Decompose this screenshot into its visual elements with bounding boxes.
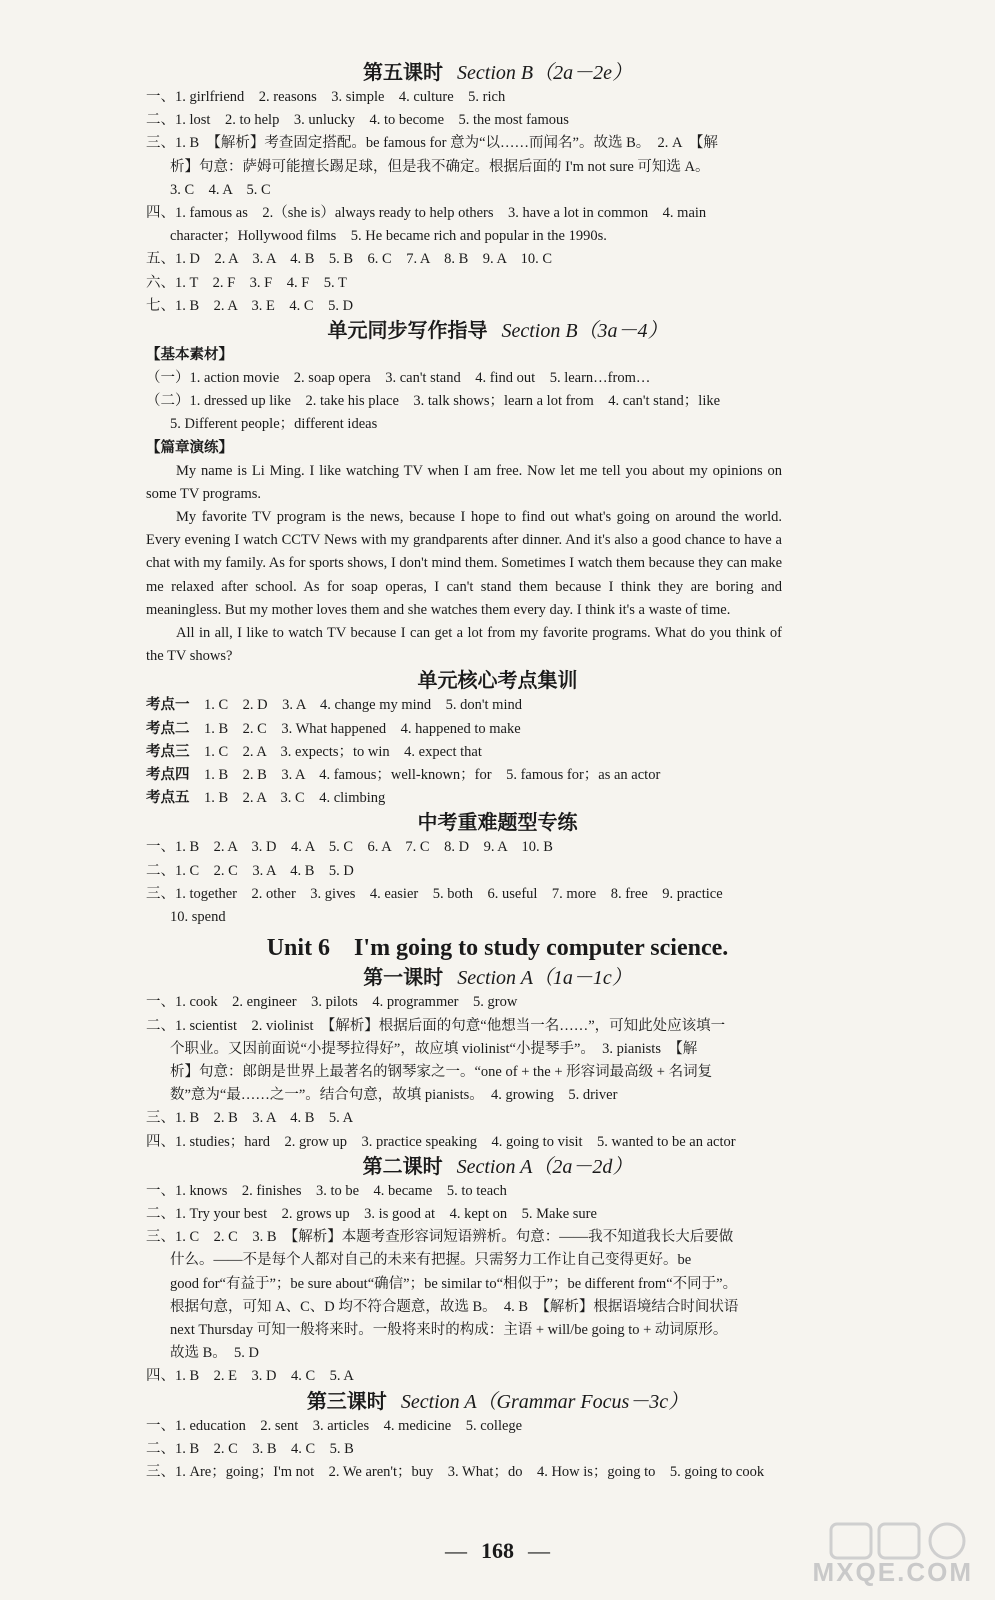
answer-line: 3. C 4. A 5. C	[170, 181, 271, 198]
core-row-label: 考点一	[146, 697, 190, 714]
answer-line: 根据句意，可知 A、C、D 均不符合题意，故选 B。 4. B 【解析】根据语境结合时间状语	[170, 1298, 739, 1315]
writing-heading	[0, 318, 995, 344]
core-row-text: 1. B 2. C 3. What happened 4. happened to make	[204, 720, 521, 737]
answer-line: 二、1. scientist 2. violinist 【解析】根据后面的句意“他想当一名……”，可知此处应该填一	[146, 1017, 726, 1034]
answer-line: 一、1. education 2. sent 3. articles 4. medicine 5. college	[146, 1417, 523, 1434]
essay-paragraph: My name is Li Ming. I like watching TV when I am free. Now let me tell you about my opinions on some TV programs.	[146, 462, 782, 502]
answer-line: 二、1. lost 2. to help 3. unlucky 4. to become 5. the most famous	[146, 112, 569, 129]
answer-line: next Thursday 可知一般将来时。一般将来时的构成：主语 + will/be going to + 动词原形。	[170, 1321, 728, 1338]
essay-tag: 【篇章演练】	[146, 439, 233, 456]
answer-page	[0, 60, 995, 1484]
answer-line: 三、1. C 2. C 3. B 【解析】本题考查形容词短语辨析。句意：——我不知道我长大后要做	[146, 1229, 734, 1246]
answer-line: 5. Different people；different ideas	[170, 416, 378, 433]
writing-section: Section B（3a－4）	[501, 320, 668, 343]
u6-lesson2-title: 第二课时	[362, 1155, 443, 1178]
answer-line: （一）1. action movie 2. soap opera 3. can't stand 4. find out 5. learn…from…	[146, 370, 651, 387]
lesson5-section: Section B（2a－2e）	[457, 62, 632, 84]
answer-line: 三、1. B 2. B 3. A 4. B 5. A	[146, 1110, 354, 1127]
u6-lesson3-section: Section A（Grammar Focus－3c）	[400, 1390, 689, 1413]
page-number: 168	[481, 1538, 514, 1563]
core-row-text: 1. B 2. A 3. C 4. climbing	[204, 790, 386, 807]
answer-line: 三、1. Are；going；I'm not 2. We aren't；buy 3. What；do 4. How is；going to 5. going to cook	[146, 1463, 765, 1480]
answer-line: 四、1. B 2. E 3. D 4. C 5. A	[146, 1368, 354, 1385]
lesson5-heading	[0, 60, 995, 86]
essay-paragraph: My favorite TV program is the news, because I hope to find out what's going on around the world. Every evening I watch CCTV News with my grandparents after dinner. And it's also a good chance to have a chat with my family. As for sports shows, I don't mind them. Sometimes I watch them because they can make me relaxed after school. As for soap operas, I can't stand them because I think they are boring and meaningless. But my mother loves them and she watches them every day. I think it's a waste of time.	[146, 509, 782, 618]
answer-line: 二、1. Try your best 2. grows up 3. is good at 4. kept on 5. Make sure	[146, 1205, 597, 1222]
core-row	[146, 741, 782, 764]
u6-lesson2-heading	[0, 1154, 995, 1180]
zhongkao-heading: 中考重难题型专练	[417, 812, 578, 835]
answer-line: 一、1. B 2. A 3. D 4. A 5. C 6. A 7. C 8. D 9. A 10. B	[146, 839, 553, 856]
answer-line: 一、1. knows 2. finishes 3. to be 4. became 5. to teach	[146, 1182, 507, 1199]
watermark-text: MXQE.COM	[812, 1557, 973, 1587]
core-row-label: 考点四	[146, 767, 190, 784]
answer-line: 五、1. D 2. A 3. A 4. B 5. B 6. C 7. A 8. B 9. A 10. C	[146, 251, 553, 268]
answer-line: 六、1. T 2. F 3. F 4. F 5. T	[146, 274, 347, 291]
answer-line: 数”意为“最……之一”。结合句意，故填 pianists。 4. growing 5. driver	[170, 1087, 618, 1104]
core-row	[146, 694, 782, 717]
answer-line: 什么。——不是每个人都对自己的未来有把握。只需努力工作让自己变得更好。be	[170, 1252, 692, 1269]
u6-lesson1-heading	[0, 965, 995, 991]
u6-lesson1-title: 第一课时	[363, 967, 444, 990]
answer-line: 个职业。又因前面说“小提琴拉得好”，故应填 violinist“小提琴手”。 3. pianists 【解	[170, 1040, 698, 1057]
u6-lesson3-heading	[0, 1389, 995, 1415]
essay-paragraph: All in all, I like to watch TV because I can get a lot from my favorite programs. What do you think of the TV shows?	[146, 625, 782, 665]
answer-line: （二）1. dressed up like 2. take his place 3. talk shows；learn a lot from 4. can't stand；like	[146, 393, 721, 410]
answer-line: 二、1. C 2. C 3. A 4. B 5. D	[146, 862, 354, 879]
core-row-text: 1. C 2. A 3. expects；to win 4. expect that	[204, 743, 482, 760]
answer-line: 三、1. B 【解析】考查固定搭配。be famous for 意为“以……而闻名”。故选 B。 2. A 【解	[146, 135, 718, 152]
answer-line: 四、1. studies；hard 2. grow up 3. practice speaking 4. going to visit 5. wanted to be an actor	[146, 1133, 736, 1150]
answer-line: character；Hollywood films 5. He became rich and popular in the 1990s.	[170, 228, 607, 245]
core-row	[146, 787, 782, 810]
core-row-label: 考点三	[146, 743, 190, 760]
answer-line: 10. spend	[170, 909, 226, 926]
u6-lesson3-title: 第三课时	[306, 1390, 387, 1413]
answer-line: 七、1. B 2. A 3. E 4. C 5. D	[146, 297, 354, 314]
answer-line: 故选 B。 5. D	[170, 1345, 260, 1362]
answer-line: 一、1. girlfriend 2. reasons 3. simple 4. culture 5. rich	[146, 89, 506, 105]
core-row	[146, 764, 782, 787]
footer-dash-left: —	[445, 1538, 467, 1563]
answer-line: 一、1. cook 2. engineer 3. pilots 4. programmer 5. grow	[146, 994, 518, 1011]
core-row-label: 考点五	[146, 790, 190, 807]
answer-line: good for“有益于”；be sure about“确信”；be similar to“相似于”；be different from“不同于”。	[170, 1275, 738, 1292]
core-heading: 单元核心考点集训	[417, 670, 578, 693]
u6-lesson1-section: Section A（1a－1c）	[457, 967, 632, 990]
answer-line: 析】句意：萨姆可能擅长踢足球，但是我不确定。根据后面的 I'm not sure 可知选 A。	[170, 158, 710, 175]
answer-line: 析】句意：郎朗是世界上最著名的钢琴家之一。“one of + the + 形容词最高级 + 名词复	[170, 1063, 713, 1080]
footer-dash-right: —	[528, 1538, 550, 1563]
answer-line: 四、1. famous as 2.（she is）always ready to help others 3. have a lot in common 4. main	[146, 205, 707, 222]
core-row-label: 考点二	[146, 720, 190, 737]
u6-lesson2-section: Section A（2a－2d）	[456, 1155, 633, 1178]
core-row-text: 1. B 2. B 3. A 4. famous；well-known；for 5. famous for；as an actor	[204, 767, 661, 784]
answer-line: 二、1. B 2. C 3. B 4. C 5. B	[146, 1440, 354, 1457]
core-row	[146, 718, 782, 741]
core-row-text: 1. C 2. D 3. A 4. change my mind 5. don't mind	[204, 697, 522, 714]
answer-line: 三、1. together 2. other 3. gives 4. easier 5. both 6. useful 7. more 8. free 9. practice	[146, 885, 723, 902]
writing-title: 单元同步写作指导	[327, 320, 488, 343]
material-tag: 【基本素材】	[146, 347, 233, 364]
lesson5-title: 第五课时	[363, 62, 444, 84]
unit6-title: Unit 6 I'm going to study computer science.	[266, 935, 729, 962]
